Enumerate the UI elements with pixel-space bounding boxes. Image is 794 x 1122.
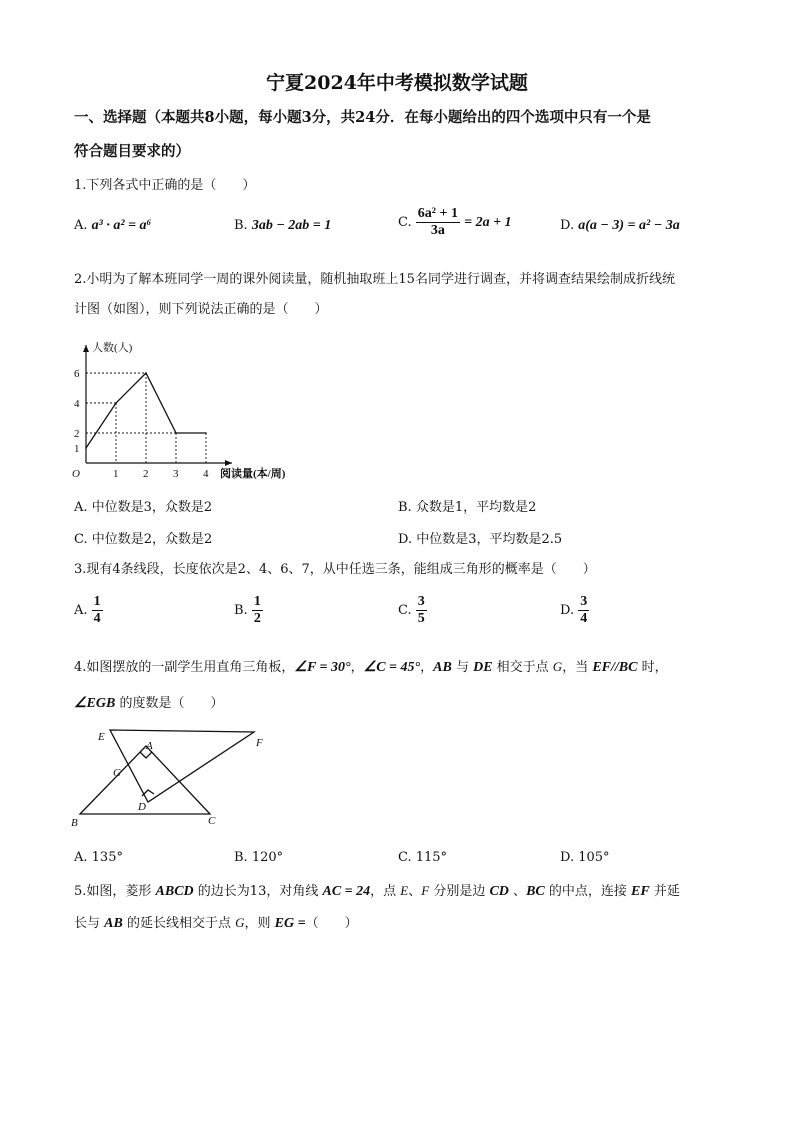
q4-option-b[interactable]: B. 120° [234,850,284,865]
q3-stem: 3.现有4条线段，长度依次是2、4、6、7，从中任选三条，能组成三角形的概率是（ ） [74,562,596,577]
label-d: D [138,801,146,813]
q4-parallel: EF//BC [592,660,638,675]
q4-angle-egb: ∠EGB [74,696,116,711]
y-tick-label-4: 4 [74,398,80,410]
q1-option-c-rhs: = 2a + 1 [464,215,512,230]
q2-option-b[interactable]: B. 众数是1，平均数是2 [398,500,537,515]
right-angle-mark-a [140,752,152,758]
q3-option-d[interactable]: D. $\frac{3}{4}$ [560,594,588,626]
y-tick-label-2: 2 [74,428,80,440]
label-a: A [146,740,153,752]
q1-option-a[interactable]: A. a³ · a² = a⁶ [74,218,152,233]
q1-option-b-expr: 3ab − 2ab = 1 [251,218,332,233]
q4-stem: 4.如图摆放的一副学生用直角三角板，∠F = 30°，∠C = 45°，AB 与 DE 相交于点 G，当 EF//BC 时， [74,659,668,675]
origin-label: O [72,468,80,480]
q2-option-d[interactable]: D. 中位数是3，平均数是2.5 [398,532,563,547]
q3-option-b[interactable]: B. $\frac{1}{2}$ [234,594,261,626]
q2-option-c[interactable]: C. 中位数是2，众数是2 [74,532,213,547]
q1-option-b[interactable]: B. 3ab − 2ab = 1 [234,218,332,233]
q4-stem-cont: ∠EGB 的度数是（ ） [74,696,224,711]
q1-option-c[interactable]: C. $\frac{\text{6a² + 1}}{3a}$ = 2a + 1 [398,206,512,238]
data-point-1 [115,402,117,404]
q1-option-d[interactable]: D. a(a − 3) = a² − 3a [560,218,680,233]
q3-option-c[interactable]: C. $\frac{3}{5}$ [398,594,425,626]
q2-option-a[interactable]: A. 中位数是3，众数是2 [74,500,213,515]
x-tick-label-2: 2 [143,468,149,480]
q4-angle-f: ∠F = 30° [294,660,351,675]
data-point-4 [205,432,207,434]
x-tick-label-1: 1 [113,468,119,480]
q5-stem: 5.如图，菱形 ABCD 的边长为13，对角线 AC = 24，点 E、F 分别是边 CD 、BC 的中点，连接 EF 并延 [74,883,680,899]
q4-option-c[interactable]: C. 115° [398,850,448,865]
q3-option-d-fraction: $\frac{3}{4}$ [580,594,588,626]
q2-stem: 2.小明为了解本班同学一周的课外阅读量，随机抽取班上15名同学进行调查，并将调查结果绘制成折线统 [74,272,675,287]
q4-triangle-figure [66,724,266,830]
x-tick-label-3: 3 [173,468,179,480]
data-point-3 [175,432,177,434]
section-heading: 一、选择题（本题共8小题，每小题3分，共24分．在每小题给出的四个选项中只有一个是 [74,109,651,126]
x-tick-label-4: 4 [203,468,209,480]
q3-option-b-fraction: $\frac{1}{2}$ [253,594,261,626]
data-point-0 [85,447,87,449]
line-chart [60,328,320,483]
q1-stem: 1.下列各式中正确的是（ ） [74,178,256,193]
y-tick-label-1: 1 [74,443,80,455]
q2-stem-cont: 计图（如图），则下列说法正确的是（ ） [74,302,328,317]
x-axis-label: 阅读量(本/周) [220,468,286,480]
q4-option-d[interactable]: D. 105° [560,850,610,865]
label-g: G [113,767,121,779]
section-heading-cont: 符合题目要求的） [74,143,190,160]
label-c: C [208,815,216,827]
label-b: B [71,817,78,829]
q1-option-c-fraction: $\frac{\text{6a² + 1}}{3a}$ [417,206,458,238]
q1-option-a-expr: a³ · a² = a⁶ [91,218,152,233]
y-axis-label: 人数(人) [92,342,133,354]
q4-angle-c: ∠C = 45° [363,660,421,675]
q4-option-a[interactable]: A. 135° [74,850,123,865]
q3-option-c-fraction: $\frac{3}{5}$ [417,594,425,626]
label-e: E [98,731,105,743]
q1-option-d-expr: a(a − 3) = a² − 3a [578,218,680,233]
label-f: F [256,737,263,749]
q3-option-a-fraction: $\frac{1}{4}$ [93,594,101,626]
y-tick-label-6: 6 [74,368,80,380]
q5-stem-cont: 长与 AB 的延长线相交于点 G，则 EG =（ ） [74,915,358,931]
data-point-2 [145,372,147,374]
page-title: 宁夏2024年中考模拟数学试题 [266,72,528,94]
q3-option-a[interactable]: A. $\frac{1}{4}$ [74,594,101,626]
y-axis-arrow [83,345,89,352]
x-axis-arrow [225,460,232,466]
triangle-efd [110,730,254,802]
